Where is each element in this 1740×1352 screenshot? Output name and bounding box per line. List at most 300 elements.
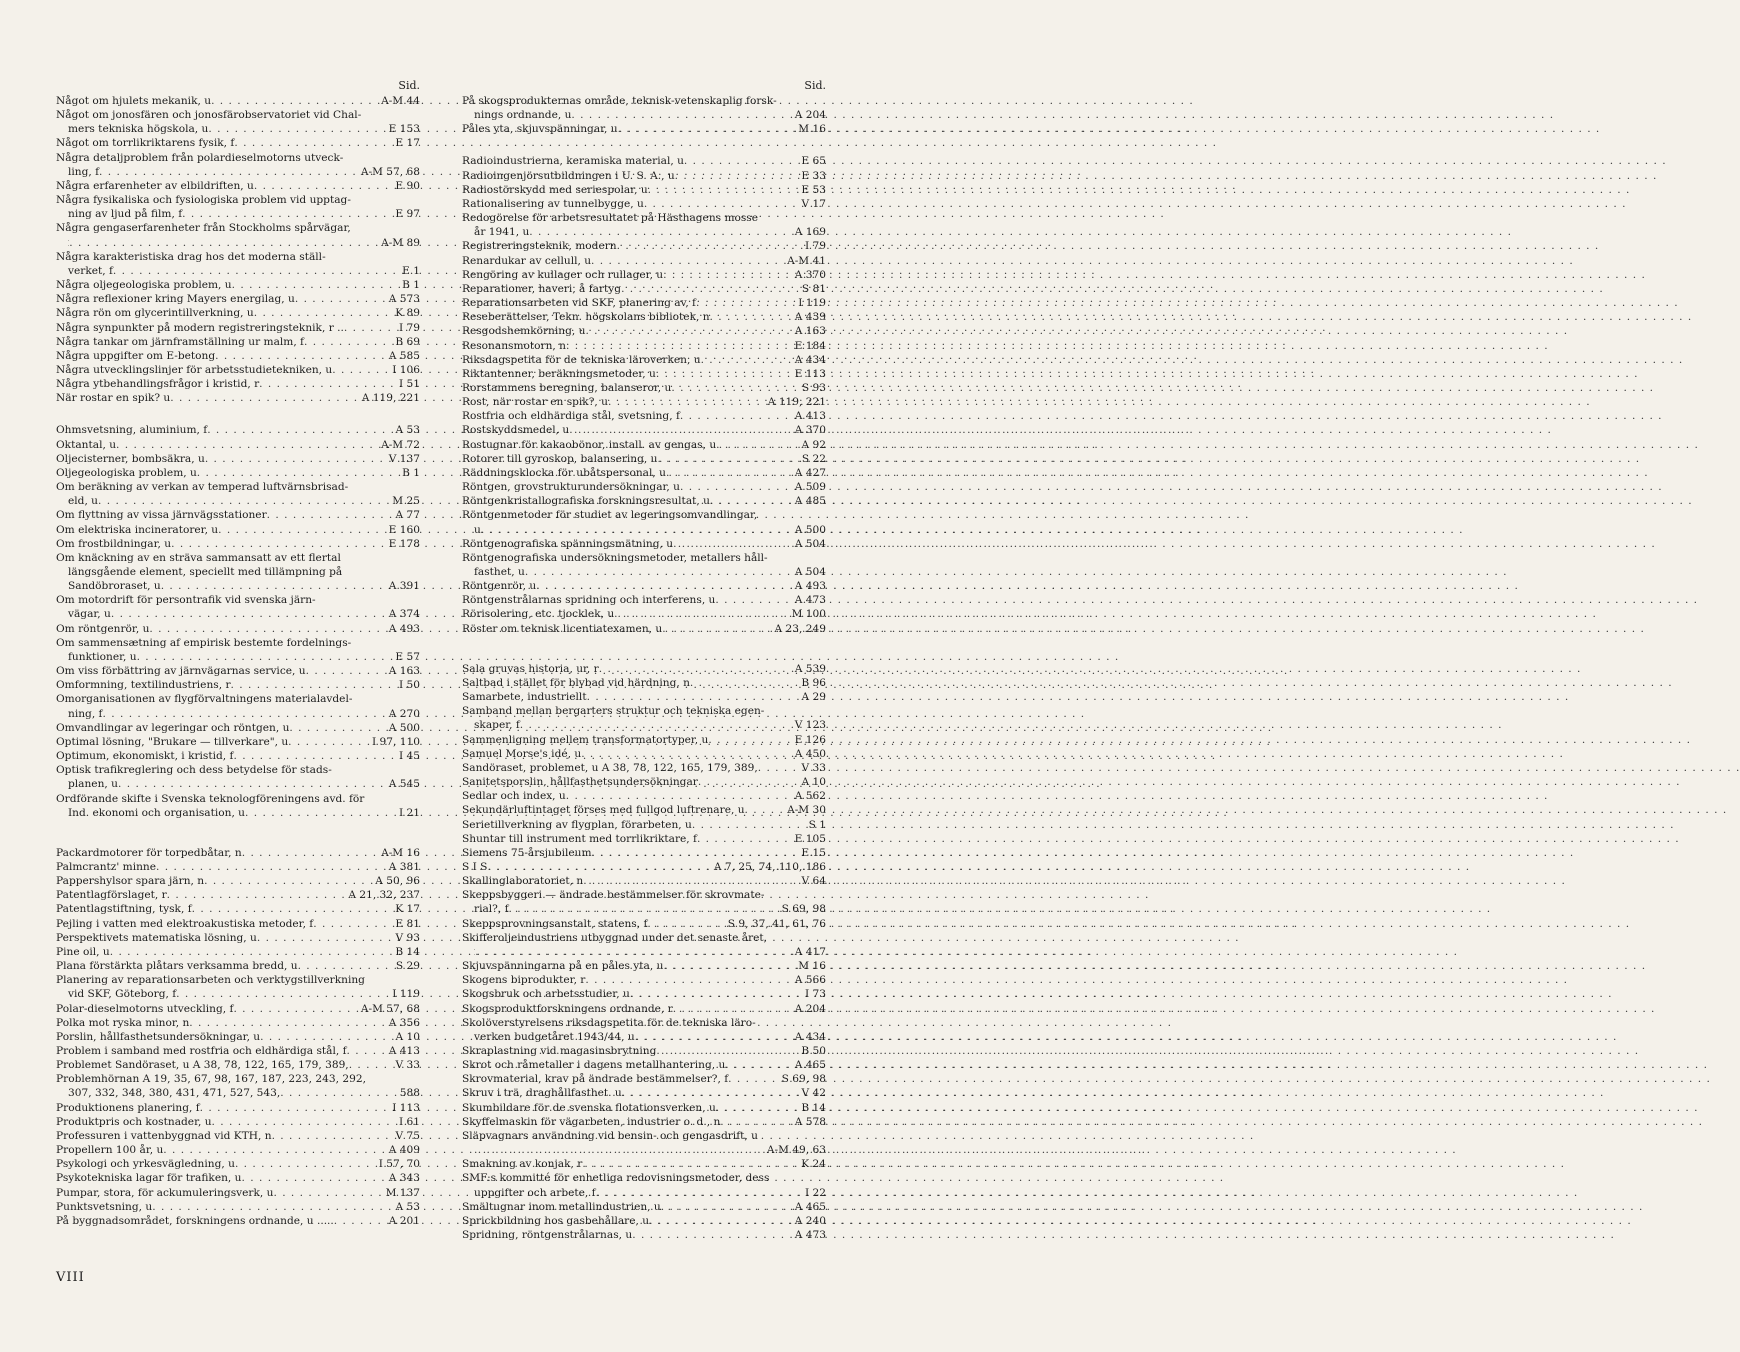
section-gap [56,405,420,423]
entry-page-ref: A 562 [794,790,826,803]
entry-page-ref: A 545 [388,778,420,791]
entry-last-line [462,1228,826,1242]
entry-last-line [462,523,826,537]
entry-last-line [462,803,826,817]
entry-page-ref: A 77 [395,509,420,522]
entry-last-line [56,165,420,179]
leader-dots [663,959,795,973]
entry-title: Rost, när rostar en spik?, u [462,396,608,409]
index-entry [462,1072,826,1086]
entry-title: Något om jonosfären och jonosfärobservatoriet vid Chal- [56,109,362,122]
index-entry [462,537,826,551]
entry-last-line [462,324,826,338]
index-entry [56,1101,420,1115]
leader-dots [152,1200,392,1214]
leader-dots [118,777,386,791]
entry-page-ref: S 9, 37, 41, 61, 76 [727,917,826,930]
entry-page-ref: K 89 [395,307,420,320]
leader-dots [571,108,791,122]
index-entry [56,860,420,874]
entry-last-line [462,452,826,466]
entry-title: Oljecisterner, bombsäkra, u [56,452,205,465]
entry-title: Omvandlingar av legeringar och röntgen, u [56,721,290,734]
entry-last-line [462,690,826,704]
entry-page-ref: A 585 [388,349,420,362]
entry-page-ref: A 427 [794,466,826,479]
entry-title: Om elektriska incineratorer, u [56,523,219,536]
entry-last-line [56,860,420,874]
index-entry [56,1157,420,1171]
entry-title: vägar, u [68,608,111,621]
entry-title: Radioingenjörsutbildningen i U. S. A., u [462,169,675,182]
entry-page-ref: I 51 [398,378,420,391]
entry-title: Pine oil, u [56,945,110,958]
entry-title: Om sammensætning af empirisk bestemte fordelnings- [56,636,352,649]
entry-last-line [56,931,420,945]
entry-last-line [462,662,826,676]
entry-title: Smakning av konjak, r [462,1158,583,1171]
entry-last-line [56,1030,420,1044]
leader-dots [675,169,799,183]
index-entry [462,268,826,282]
index-entry [462,480,826,494]
leader-dots [710,310,792,324]
leader-dots [671,381,799,395]
entry-title: u [474,523,481,536]
entry-last-line [462,169,826,183]
entry-title: Propellern 100 år, u [56,1144,164,1157]
entry-title: Professuren i vattenbyggnad vid KTH, n [56,1129,272,1142]
entry-title: Siemens 75-årsjubileum [462,846,592,859]
entry-title: längsgående element, speciellt med tillämpning på [68,566,343,578]
entry-page-ref: A 119, 221 [361,392,420,405]
index-entry [56,721,420,735]
leader-dots [267,508,393,522]
index-entry [56,452,420,466]
entry-line [462,704,826,718]
entry-title: På skogsprodukternas område, teknisk-vetenskaplig forsk- [462,95,777,107]
entry-title: eld, u [68,495,98,508]
leader-dots [666,466,792,480]
index-entry [462,874,826,888]
index-entry [462,662,826,676]
leader-dots [673,537,792,551]
index-entry [462,1171,826,1199]
entry-last-line [462,122,826,136]
index-entry [56,593,420,621]
entry-title: Problemhörnan A 19, 35, 67, 98, 167, 187, 223, 243, 292, [56,1073,366,1086]
entry-title: Skrovmaterial, krav på ändrade bestämmelser?, f [462,1073,729,1086]
entry-title: Något om torrlikriktarens fysik, f [56,137,235,150]
entry-page-ref: E 90 [395,179,420,192]
entry-page-ref: A 500 [794,523,826,536]
index-entry [56,377,420,391]
entry-last-line [56,650,420,664]
entry-title: Rörisolering, etc. tjocklek, u [462,608,615,621]
leader-dots [708,733,791,747]
entry-last-line [56,735,420,749]
entry-title: Några synpunkter på modern registreringsteknik, r .. [56,321,344,334]
entry-page-ref: A 53 [395,424,420,437]
entry-page-ref: E 1 [402,264,420,277]
entry-last-line [462,197,826,211]
entry-page-ref: A 343 [388,1172,420,1185]
entry-last-line [56,278,420,292]
entry-page-ref: A 493 [388,622,420,635]
entry-page-ref: A 50, 96 [375,875,420,888]
leader-dots [288,735,369,749]
entry-last-line [56,306,420,320]
entry-title: Samarbete, industriellt [462,691,587,704]
entry-title: Resgodshemkörning, u [462,325,586,338]
entry-page-ref: A 493 [794,580,826,593]
entry-page-ref: A 92 [801,438,826,451]
entry-last-line [56,1214,420,1228]
index-entry [462,551,826,579]
entry-title: verken budgetåret 1943/44, u [474,1030,635,1043]
entry-last-line [56,377,420,391]
index-entry [462,973,826,987]
entry-title: vid SKF, Göteborg, f [68,988,177,1001]
entry-page-ref: A 439 [794,311,826,324]
entry-title: Patentlagstiftning, tysk, f [56,903,192,916]
index-entry [462,324,826,338]
entry-title: Om röntgenrör, u [56,622,150,635]
entry-title: Skyffelmaskin för vägarbeten, industrier o. d., n [462,1115,721,1128]
entry-page-ref: A 504 [794,537,826,550]
entry-page-ref: S 69, 98 [781,1073,826,1086]
entry-page-ref: A 578 [794,1115,826,1128]
leader-dots [334,1214,386,1228]
index-entry [462,183,826,197]
entry-page-ref: K 17 [395,903,420,916]
entry-last-line [462,310,826,324]
index-entry [56,349,420,363]
leader-dots [298,959,393,973]
entry-page-ref: V 64 [801,875,826,888]
index-entry [462,1200,826,1214]
leader-dots [304,335,392,349]
index-entry [462,169,826,183]
entry-page-ref: A 473 [794,594,826,607]
entry-page-ref: M 25 [392,495,420,508]
entry-title: Röntgenografiska undersökningsmetoder, metallers håll- [462,551,768,564]
entry-title: Registreringsteknik, modern [462,240,617,253]
leader-dots [242,1171,386,1185]
leader-dots [662,622,771,636]
leader-dots [347,1044,386,1058]
entry-title: Röster om teknisk licentiatexamen, u [462,622,663,635]
entry-title: Sprickbildning hos gasbehållare, u [462,1214,650,1227]
leader-dots [208,122,385,136]
leader-dots [647,917,724,931]
entry-last-line [56,1002,420,1016]
entry-last-line [56,179,420,193]
entry-title: Sammenligning mellem transformatortyper, u [462,733,709,746]
leader-dots [680,409,792,423]
index-entry [56,917,420,931]
leader-dots [207,423,392,437]
entry-page-ref: 588 [399,1087,420,1100]
entry-page-ref: A 374 [388,608,420,621]
leader-dots [204,874,372,888]
leader-dots [232,278,399,292]
entry-last-line [56,136,420,150]
entry-page-ref: A 413 [794,410,826,423]
index-entry [462,1129,826,1157]
entry-last-line [462,959,826,973]
leader-dots [163,1143,385,1157]
index-entry [462,239,826,253]
right-column [462,78,826,1242]
entry-page-ref: E 33 [801,169,826,182]
entry-title: Reparationer, haveri, å fartyg [462,282,622,295]
entry-page-ref: V 75 [395,1129,420,1142]
entry-title: SMF:s kommitté för enhetliga redovisningsmetoder, dess [462,1172,770,1185]
entry-page-ref: I 57, 70 [378,1158,420,1171]
index-entry [462,832,826,846]
entry-title: Räddningsklocka för ubåtspersonal, u [462,466,666,479]
index-entry [56,664,420,678]
index-entry [56,1129,420,1143]
entry-last-line [56,1157,420,1171]
leader-dots [725,1058,791,1072]
leader-dots [509,902,779,916]
entry-page-ref: V 123 [794,719,826,732]
entry-title: Omformning, textilindustriens, r [56,679,231,692]
entry-title: fasthet, u [474,566,525,578]
entry-last-line [462,733,826,747]
entry-title: Skogens biprodukter, r [462,974,586,987]
leader-dots [690,676,798,690]
entry-page-ref: S 1 [808,818,826,831]
entry-last-line [462,1044,826,1058]
entry-page-ref: E 105 [794,832,826,845]
leader-dots [661,1200,792,1214]
leader-dots [585,324,791,338]
entry-page-ref: A-M 57, 68 [360,165,420,178]
index-entry [56,278,420,292]
index-entry [56,136,420,150]
entry-title: Produktpris och kostnader, u [56,1115,212,1128]
entry-title: Radioindustrierna, keramiska material, u [462,155,684,168]
entry-last-line [462,1030,826,1044]
index-entry [56,846,420,860]
index-entry [462,803,826,817]
entry-page-ref: S 69, 98 [781,903,826,916]
index-entry [56,1171,420,1185]
leader-dots [701,353,792,367]
index-entry [56,363,420,377]
index-entry [462,579,826,593]
entry-title: Samuel Morse's idé, u [462,747,582,760]
entry-last-line [56,321,420,335]
index-entry [56,1044,420,1058]
entry-last-line [462,480,826,494]
leader-dots [583,874,798,888]
index-entry [462,1228,826,1242]
leader-dots [215,349,386,363]
index-entry [56,692,420,720]
index-entry [462,690,826,704]
entry-last-line [462,846,826,860]
entry-title: Skraplastning vid magasinsbrytning [462,1045,657,1057]
entry-page-ref: M 137 [385,1186,420,1199]
index-entry [56,1200,420,1214]
entry-last-line [56,1086,420,1100]
entry-title: Ind. ekonomi och organisation, u [68,806,246,819]
entry-last-line [462,832,826,846]
index-entry [56,763,420,791]
leader-dots [259,377,396,391]
index-entry [462,282,826,296]
entry-last-line [462,917,826,931]
entry-line [462,551,826,565]
leader-dots [254,179,393,193]
leader-dots [475,945,791,959]
leader-dots [581,747,792,761]
entry-last-line [56,902,420,916]
entry-title: Om motordrift för persontrafik vid svenska järn- [56,594,316,607]
entry-last-line [56,335,420,349]
entry-last-line [56,264,420,278]
entry-last-line [56,579,420,593]
index-entry [462,704,826,732]
index-entry [56,537,420,551]
entry-page-ref: A-M 89 [381,236,420,249]
entry-last-line [462,1200,826,1214]
entry-last-line [56,1200,420,1214]
entry-page-ref: I 50 [398,679,420,692]
index-entry [462,1101,826,1115]
entry-page-ref: S 81 [801,282,826,295]
leader-dots [684,154,799,168]
leader-dots [137,650,393,664]
leader-dots [630,987,802,1001]
entry-last-line [462,593,826,607]
entry-title: Packardmotorer för torpedbåtar, n [56,846,242,859]
entry-title: Palmcrantz' minne [56,860,157,873]
entry-last-line [56,363,420,377]
entry-title: Spridning, röntgenstrålarnas, u [462,1229,633,1242]
entry-last-line [56,749,420,763]
entry-title: Psykologi och yrkesvägledning, u [56,1158,235,1171]
entry-last-line [56,423,420,437]
index-entry [462,466,826,480]
index-entry [56,1072,420,1100]
entry-page-ref: M 16 [798,960,826,973]
leader-dots [295,292,386,306]
index-entry [56,1002,420,1016]
entry-title: Rostskyddsmedel, u [462,424,570,437]
entry-title: Polar-dieselmotorns utveckling, f [56,1002,234,1015]
entry-page-ref: A 240 [794,1214,826,1227]
index-entry [462,622,826,636]
leader-dots [758,761,799,775]
entry-title: ning, f [68,707,103,720]
entry-title: Rationalisering av tunnelbygge, u [462,197,644,210]
leader-dots [113,264,399,278]
section-gap [462,636,826,662]
index-entry [56,931,420,945]
index-entry [56,523,420,537]
index-entry [56,945,420,959]
entry-title: Skolöverstyrelsens riksdagspetita för de tekniska läro- [462,1016,756,1029]
entry-title: Om knäckning av en sträva sammansatt av ett flertal [56,551,341,564]
entry-title: Några karakteristiska drag hos det moderna ställ- [56,250,326,263]
entry-last-line [462,789,826,803]
entry-title: Pejling i vatten med elektroakustiska metoder, f [56,917,314,930]
entry-last-line [462,438,826,452]
entry-page-ref: E 153 [388,123,420,136]
entry-last-line [462,1086,826,1100]
leader-dots [698,775,799,789]
leader-dots [167,888,346,902]
entry-page-ref: A-M 57, 68 [360,1002,420,1015]
entry-title: När rostar en spik? u [56,392,171,405]
index-entry [56,438,420,452]
leader-dots [289,721,385,735]
entry-page-ref: A-M 49, 63 [766,1144,826,1157]
entry-page-ref: I 45 [398,750,420,763]
entry-last-line [462,1143,826,1157]
entry-title: skaper, f [474,719,520,732]
entry-title: Skogsbruk och arbetsstudier, u [462,988,630,1001]
index-entry [462,607,826,621]
entry-page-ref: A 566 [794,974,826,987]
index-entry [462,367,826,381]
index-entry [462,846,826,860]
index-entry [462,494,826,508]
entry-last-line [462,761,826,775]
leader-dots [69,236,378,250]
index-entry [56,1143,420,1157]
entry-title: Planering av reparationsarbeten och verktygstillverkning [56,974,365,987]
entry-page-ref: A 409 [388,1144,420,1157]
index-entry [462,761,826,775]
entry-page-ref: A 450 [794,747,826,760]
entry-title: Skeppsprovningsanstalt, statens, f [462,917,648,930]
entry-page-ref: A 10 [801,776,826,789]
leader-dots [98,494,389,508]
leader-dots [710,494,792,508]
entry-page-ref: A 417 [794,945,826,958]
entry-page-ref: A 391 [388,580,420,593]
left-entries [56,94,420,1228]
entry-title: Röntgenrör, u [462,580,537,593]
entry-last-line [462,282,826,296]
entry-last-line [462,537,826,551]
index-entry [462,296,826,310]
leader-dots [306,664,386,678]
entry-page-ref: A 53 [395,1200,420,1213]
index-entry [56,1058,420,1072]
entry-title: Några gengaserfarenheter från Stockholms spårvägar, [56,222,351,235]
index-entry [462,987,826,1001]
index-entry [462,395,826,409]
entry-page-ref: A 539 [794,662,826,675]
entry-page-ref: A 204 [794,109,826,122]
entry-title: Röntgenkristallografiska forskningsresultat, u [462,495,710,508]
leader-dots [663,268,792,282]
entry-line [462,1129,826,1143]
entry-page-ref: A 509 [794,481,826,494]
entry-title: Ordförande skifte i Svenska teknologföreningens avd. för [56,792,365,805]
leader-dots [245,806,396,820]
entry-last-line [56,622,420,636]
leader-dots [254,306,393,320]
entry-page-ref: E 17 [395,137,420,150]
